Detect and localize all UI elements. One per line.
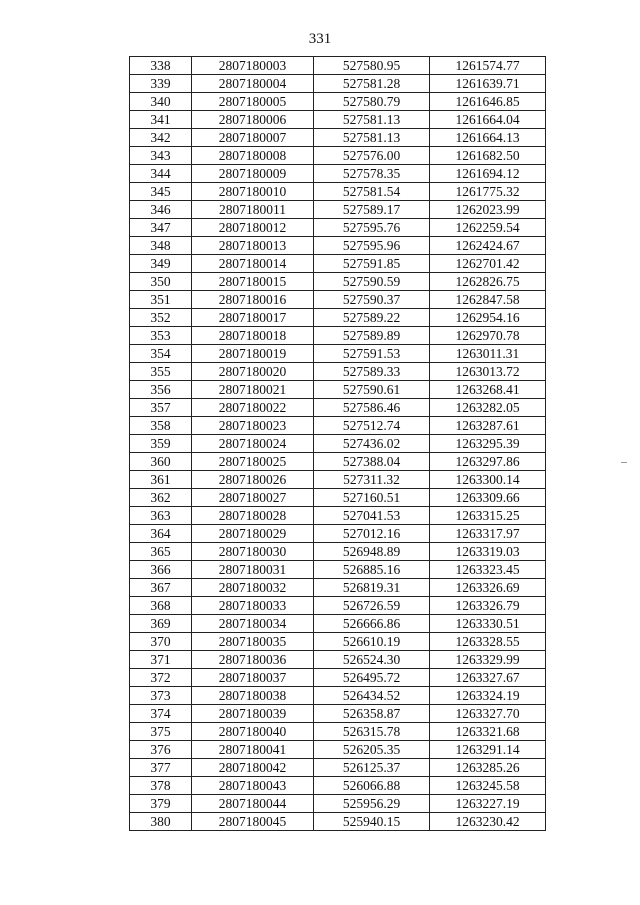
row-number-cell: 356 xyxy=(130,381,192,399)
x-coordinate-cell: 527581.13 xyxy=(314,111,430,129)
row-number-cell: 376 xyxy=(130,741,192,759)
row-number-cell: 364 xyxy=(130,525,192,543)
x-coordinate-cell: 527589.33 xyxy=(314,363,430,381)
x-coordinate-cell: 527589.17 xyxy=(314,201,430,219)
row-number-cell: 360 xyxy=(130,453,192,471)
x-coordinate-cell: 527591.85 xyxy=(314,255,430,273)
y-coordinate-cell: 1263323.45 xyxy=(430,561,546,579)
row-number-cell: 375 xyxy=(130,723,192,741)
table-row xyxy=(130,615,546,633)
scan-mark xyxy=(621,462,627,463)
point-id-cell: 2807180039 xyxy=(192,705,314,723)
x-coordinate-cell: 527512.74 xyxy=(314,417,430,435)
point-id-cell: 2807180024 xyxy=(192,435,314,453)
table-row xyxy=(130,723,546,741)
table-row xyxy=(130,255,546,273)
y-coordinate-cell: 1263287.61 xyxy=(430,417,546,435)
row-number-cell: 366 xyxy=(130,561,192,579)
row-number-cell: 348 xyxy=(130,237,192,255)
x-coordinate-cell: 527578.35 xyxy=(314,165,430,183)
x-coordinate-cell: 526125.37 xyxy=(314,759,430,777)
point-id-cell: 2807180025 xyxy=(192,453,314,471)
table-row xyxy=(130,273,546,291)
y-coordinate-cell: 1263268.41 xyxy=(430,381,546,399)
y-coordinate-cell: 1262954.16 xyxy=(430,309,546,327)
x-coordinate-cell: 527589.89 xyxy=(314,327,430,345)
point-id-cell: 2807180033 xyxy=(192,597,314,615)
x-coordinate-cell: 527041.53 xyxy=(314,507,430,525)
y-coordinate-cell: 1263245.58 xyxy=(430,777,546,795)
point-id-cell: 2807180035 xyxy=(192,633,314,651)
y-coordinate-cell: 1262847.58 xyxy=(430,291,546,309)
row-number-cell: 354 xyxy=(130,345,192,363)
row-number-cell: 363 xyxy=(130,507,192,525)
y-coordinate-cell: 1263315.25 xyxy=(430,507,546,525)
y-coordinate-cell: 1263291.14 xyxy=(430,741,546,759)
x-coordinate-cell: 527586.46 xyxy=(314,399,430,417)
row-number-cell: 350 xyxy=(130,273,192,291)
point-id-cell: 2807180038 xyxy=(192,687,314,705)
y-coordinate-cell: 1261682.50 xyxy=(430,147,546,165)
point-id-cell: 2807180007 xyxy=(192,129,314,147)
point-id-cell: 2807180011 xyxy=(192,201,314,219)
coordinates-table xyxy=(129,56,546,831)
y-coordinate-cell: 1263297.86 xyxy=(430,453,546,471)
point-id-cell: 2807180040 xyxy=(192,723,314,741)
x-coordinate-cell: 527590.59 xyxy=(314,273,430,291)
point-id-cell: 2807180019 xyxy=(192,345,314,363)
y-coordinate-cell: 1262970.78 xyxy=(430,327,546,345)
y-coordinate-cell: 1263321.68 xyxy=(430,723,546,741)
x-coordinate-cell: 526495.72 xyxy=(314,669,430,687)
row-number-cell: 351 xyxy=(130,291,192,309)
row-number-cell: 341 xyxy=(130,111,192,129)
table-row xyxy=(130,705,546,723)
y-coordinate-cell: 1263327.70 xyxy=(430,705,546,723)
x-coordinate-cell: 527590.61 xyxy=(314,381,430,399)
table-row xyxy=(130,147,546,165)
table-row xyxy=(130,183,546,201)
point-id-cell: 2807180027 xyxy=(192,489,314,507)
row-number-cell: 340 xyxy=(130,93,192,111)
x-coordinate-cell: 527160.51 xyxy=(314,489,430,507)
row-number-cell: 347 xyxy=(130,219,192,237)
row-number-cell: 377 xyxy=(130,759,192,777)
row-number-cell: 343 xyxy=(130,147,192,165)
row-number-cell: 369 xyxy=(130,615,192,633)
x-coordinate-cell: 526066.88 xyxy=(314,777,430,795)
x-coordinate-cell: 527590.37 xyxy=(314,291,430,309)
point-id-cell: 2807180029 xyxy=(192,525,314,543)
point-id-cell: 2807180041 xyxy=(192,741,314,759)
point-id-cell: 2807180020 xyxy=(192,363,314,381)
y-coordinate-cell: 1261574.77 xyxy=(430,57,546,75)
table-row xyxy=(130,687,546,705)
y-coordinate-cell: 1263326.69 xyxy=(430,579,546,597)
row-number-cell: 358 xyxy=(130,417,192,435)
x-coordinate-cell: 526819.31 xyxy=(314,579,430,597)
row-number-cell: 352 xyxy=(130,309,192,327)
row-number-cell: 378 xyxy=(130,777,192,795)
x-coordinate-cell: 527436.02 xyxy=(314,435,430,453)
x-coordinate-cell: 526205.35 xyxy=(314,741,430,759)
table-row xyxy=(130,399,546,417)
x-coordinate-cell: 527581.28 xyxy=(314,75,430,93)
y-coordinate-cell: 1263227.19 xyxy=(430,795,546,813)
row-number-cell: 338 xyxy=(130,57,192,75)
y-coordinate-cell: 1262826.75 xyxy=(430,273,546,291)
table-row xyxy=(130,309,546,327)
row-number-cell: 373 xyxy=(130,687,192,705)
x-coordinate-cell: 525956.29 xyxy=(314,795,430,813)
x-coordinate-cell: 526610.19 xyxy=(314,633,430,651)
row-number-cell: 349 xyxy=(130,255,192,273)
table-row xyxy=(130,111,546,129)
point-id-cell: 2807180017 xyxy=(192,309,314,327)
y-coordinate-cell: 1261664.04 xyxy=(430,111,546,129)
table-row xyxy=(130,795,546,813)
row-number-cell: 344 xyxy=(130,165,192,183)
point-id-cell: 2807180043 xyxy=(192,777,314,795)
y-coordinate-cell: 1261694.12 xyxy=(430,165,546,183)
row-number-cell: 355 xyxy=(130,363,192,381)
point-id-cell: 2807180010 xyxy=(192,183,314,201)
row-number-cell: 380 xyxy=(130,813,192,831)
y-coordinate-cell: 1263285.26 xyxy=(430,759,546,777)
y-coordinate-cell: 1261639.71 xyxy=(430,75,546,93)
row-number-cell: 362 xyxy=(130,489,192,507)
y-coordinate-cell: 1263319.03 xyxy=(430,543,546,561)
y-coordinate-cell: 1263295.39 xyxy=(430,435,546,453)
table-row xyxy=(130,237,546,255)
point-id-cell: 2807180034 xyxy=(192,615,314,633)
table-row xyxy=(130,597,546,615)
table-row xyxy=(130,741,546,759)
point-id-cell: 2807180009 xyxy=(192,165,314,183)
row-number-cell: 372 xyxy=(130,669,192,687)
point-id-cell: 2807180037 xyxy=(192,669,314,687)
y-coordinate-cell: 1261646.85 xyxy=(430,93,546,111)
point-id-cell: 2807180006 xyxy=(192,111,314,129)
point-id-cell: 2807180013 xyxy=(192,237,314,255)
y-coordinate-cell: 1263309.66 xyxy=(430,489,546,507)
y-coordinate-cell: 1261775.32 xyxy=(430,183,546,201)
x-coordinate-cell: 526434.52 xyxy=(314,687,430,705)
x-coordinate-cell: 527012.16 xyxy=(314,525,430,543)
table-row xyxy=(130,201,546,219)
table-row xyxy=(130,579,546,597)
table-row xyxy=(130,381,546,399)
x-coordinate-cell: 527576.00 xyxy=(314,147,430,165)
point-id-cell: 2807180015 xyxy=(192,273,314,291)
x-coordinate-cell: 527595.76 xyxy=(314,219,430,237)
y-coordinate-cell: 1263282.05 xyxy=(430,399,546,417)
table-row xyxy=(130,453,546,471)
point-id-cell: 2807180026 xyxy=(192,471,314,489)
point-id-cell: 2807180008 xyxy=(192,147,314,165)
row-number-cell: 342 xyxy=(130,129,192,147)
point-id-cell: 2807180016 xyxy=(192,291,314,309)
table-row xyxy=(130,669,546,687)
x-coordinate-cell: 525940.15 xyxy=(314,813,430,831)
point-id-cell: 2807180032 xyxy=(192,579,314,597)
row-number-cell: 374 xyxy=(130,705,192,723)
table-row xyxy=(130,165,546,183)
coordinates-table-body xyxy=(130,57,546,831)
table-row xyxy=(130,525,546,543)
point-id-cell: 2807180004 xyxy=(192,75,314,93)
x-coordinate-cell: 527580.95 xyxy=(314,57,430,75)
x-coordinate-cell: 527591.53 xyxy=(314,345,430,363)
point-id-cell: 2807180021 xyxy=(192,381,314,399)
point-id-cell: 2807180030 xyxy=(192,543,314,561)
y-coordinate-cell: 1263324.19 xyxy=(430,687,546,705)
table-row xyxy=(130,129,546,147)
x-coordinate-cell: 527581.54 xyxy=(314,183,430,201)
y-coordinate-cell: 1263013.72 xyxy=(430,363,546,381)
y-coordinate-cell: 1263326.79 xyxy=(430,597,546,615)
table-row xyxy=(130,435,546,453)
table-row xyxy=(130,93,546,111)
row-number-cell: 379 xyxy=(130,795,192,813)
point-id-cell: 2807180023 xyxy=(192,417,314,435)
row-number-cell: 359 xyxy=(130,435,192,453)
y-coordinate-cell: 1262701.42 xyxy=(430,255,546,273)
table-row xyxy=(130,363,546,381)
y-coordinate-cell: 1262424.67 xyxy=(430,237,546,255)
x-coordinate-cell: 527580.79 xyxy=(314,93,430,111)
table-row xyxy=(130,345,546,363)
point-id-cell: 2807180036 xyxy=(192,651,314,669)
point-id-cell: 2807180012 xyxy=(192,219,314,237)
y-coordinate-cell: 1263230.42 xyxy=(430,813,546,831)
table-row xyxy=(130,543,546,561)
y-coordinate-cell: 1263330.51 xyxy=(430,615,546,633)
y-coordinate-cell: 1262259.54 xyxy=(430,219,546,237)
x-coordinate-cell: 526666.86 xyxy=(314,615,430,633)
x-coordinate-cell: 527581.13 xyxy=(314,129,430,147)
row-number-cell: 346 xyxy=(130,201,192,219)
table-row xyxy=(130,417,546,435)
table-row xyxy=(130,777,546,795)
y-coordinate-cell: 1263328.55 xyxy=(430,633,546,651)
table-row xyxy=(130,561,546,579)
x-coordinate-cell: 527589.22 xyxy=(314,309,430,327)
point-id-cell: 2807180005 xyxy=(192,93,314,111)
point-id-cell: 2807180042 xyxy=(192,759,314,777)
y-coordinate-cell: 1261664.13 xyxy=(430,129,546,147)
y-coordinate-cell: 1263011.31 xyxy=(430,345,546,363)
row-number-cell: 365 xyxy=(130,543,192,561)
table-row xyxy=(130,291,546,309)
table-row xyxy=(130,327,546,345)
y-coordinate-cell: 1263300.14 xyxy=(430,471,546,489)
point-id-cell: 2807180045 xyxy=(192,813,314,831)
x-coordinate-cell: 526524.30 xyxy=(314,651,430,669)
x-coordinate-cell: 526726.59 xyxy=(314,597,430,615)
row-number-cell: 371 xyxy=(130,651,192,669)
point-id-cell: 2807180003 xyxy=(192,57,314,75)
point-id-cell: 2807180044 xyxy=(192,795,314,813)
table-row xyxy=(130,489,546,507)
x-coordinate-cell: 527311.32 xyxy=(314,471,430,489)
y-coordinate-cell: 1263317.97 xyxy=(430,525,546,543)
row-number-cell: 345 xyxy=(130,183,192,201)
table-row xyxy=(130,507,546,525)
table-row xyxy=(130,633,546,651)
point-id-cell: 2807180031 xyxy=(192,561,314,579)
table-row xyxy=(130,651,546,669)
x-coordinate-cell: 527595.96 xyxy=(314,237,430,255)
point-id-cell: 2807180014 xyxy=(192,255,314,273)
table-row xyxy=(130,813,546,831)
point-id-cell: 2807180028 xyxy=(192,507,314,525)
row-number-cell: 370 xyxy=(130,633,192,651)
page-number: 331 xyxy=(308,31,332,47)
x-coordinate-cell: 526885.16 xyxy=(314,561,430,579)
row-number-cell: 339 xyxy=(130,75,192,93)
point-id-cell: 2807180022 xyxy=(192,399,314,417)
table-row xyxy=(130,759,546,777)
table-row xyxy=(130,57,546,75)
row-number-cell: 361 xyxy=(130,471,192,489)
table-row xyxy=(130,219,546,237)
x-coordinate-cell: 526315.78 xyxy=(314,723,430,741)
table-row xyxy=(130,471,546,489)
x-coordinate-cell: 526948.89 xyxy=(314,543,430,561)
row-number-cell: 357 xyxy=(130,399,192,417)
x-coordinate-cell: 527388.04 xyxy=(314,453,430,471)
point-id-cell: 2807180018 xyxy=(192,327,314,345)
row-number-cell: 368 xyxy=(130,597,192,615)
row-number-cell: 353 xyxy=(130,327,192,345)
y-coordinate-cell: 1263329.99 xyxy=(430,651,546,669)
x-coordinate-cell: 526358.87 xyxy=(314,705,430,723)
row-number-cell: 367 xyxy=(130,579,192,597)
table-row xyxy=(130,75,546,93)
y-coordinate-cell: 1262023.99 xyxy=(430,201,546,219)
y-coordinate-cell: 1263327.67 xyxy=(430,669,546,687)
